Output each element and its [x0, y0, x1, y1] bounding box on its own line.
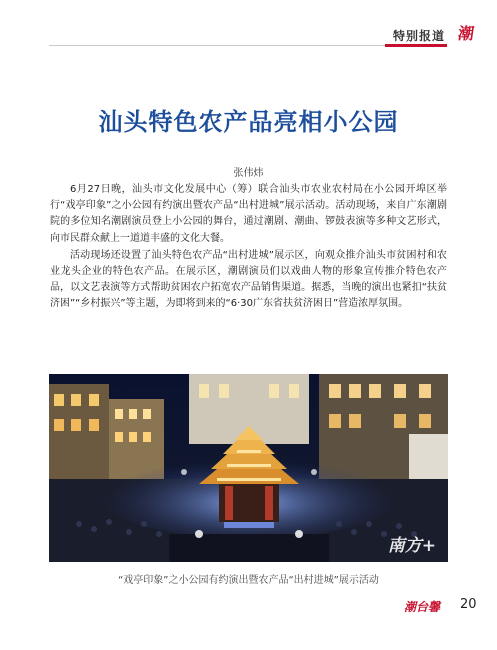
- page-number: 20: [460, 597, 477, 612]
- article-title: 汕头特色农产品亮相小公园: [98, 108, 399, 136]
- magazine-logo: 潮: [456, 24, 476, 43]
- article-paragraph: 活动现场还设置了汕头特色农产品“出村进城”展示区，向观众推介汕头市贫困村和农业龙头企业的特色农产品。在展示区，潮剧演员们以戏曲人物的形象宣传推介特色农产品，以文艺表演等方式帮助贫困农户拓宽农产品销售渠道。据悉，当晚的演出也紧扣“扶贫济困”“乡村振兴”等主题，为即将到来的“6·30广东省扶贫济困日”营造浓厚氛围。: [50, 249, 447, 310]
- article-author: 张伟炜: [233, 168, 264, 179]
- section-label: 特别报道: [392, 29, 445, 43]
- article-paragraph: 6月27日晚，汕头市文化发展中心（筹）联合汕头市农业农村局在小公园开埠区举行“戏亭印象”之小公园有约演出暨农产品“出村进城”展示活动。活动现场，来自广东潮剧院的多位知名潮剧演员登上小公园的舞台，通过潮剧、潮曲、锣鼓表演等多种文艺形式，向市民群众献上一道道丰盛的文化大餐。: [50, 184, 447, 244]
- photo-caption: “戏亭印象”之小公园有约演出暨农产品“出村进城”展示活动: [118, 575, 379, 586]
- article-photo: [49, 374, 448, 562]
- photo-watermark: 南方+: [387, 536, 436, 556]
- header-accent-bar: [385, 44, 447, 47]
- article-body: [50, 182, 447, 314]
- footer-logo: 潮台馨: [404, 600, 441, 614]
